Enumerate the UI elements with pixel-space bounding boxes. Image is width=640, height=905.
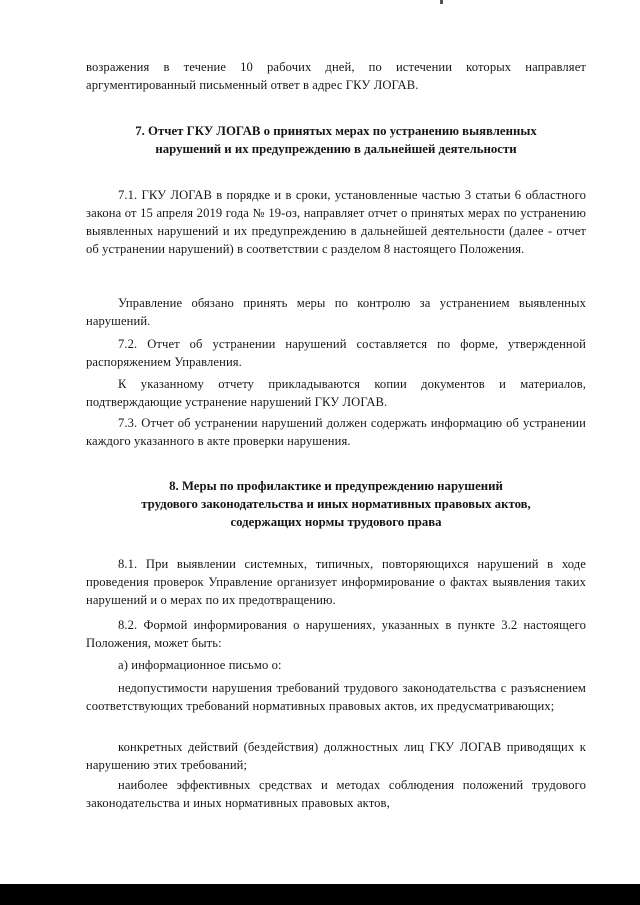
- paragraph-7-1: 7.1. ГКУ ЛОГАВ в порядке и в сроки, установленные частью 3 статьи 6 областного закона от 15 апреля 2019 года № 19-оз, направляет отчет о принятых мерах по устранению выявленных нарушений и их предупреждению в дальнейшей деятельности (далее - отчет об устранении нарушений) в соответствии с разделом 8 настоящего Положения.: [86, 188, 586, 256]
- section-8-heading: 8. Меры по профилактике и предупреждению нарушений трудового законодательства и иных нормативных правовых актов, содержащих нормы трудового права: [141, 479, 531, 529]
- paragraph-copies: К указанному отчету прикладываются копии документов и материалов, подтверждающие устранение нарушений ГКУ ЛОГАВ.: [86, 377, 586, 409]
- paragraph-7-2: 7.2. Отчет об устранении нарушений составляется по форме, утвержденной распоряжением Управления.: [86, 337, 586, 369]
- paragraph-8-1: 8.1. При выявлении системных, типичных, повторяющихся нарушений в ходе проведения проверок Управление организует информирование о фактах выявления таких нарушений и о мерах по их предотвращению.: [86, 557, 586, 607]
- paragraph-item-1: недопустимости нарушения требований трудового законодательства с разъяснением соответствующих требований нормативных правовых актов, их предусматривающих;: [86, 681, 586, 713]
- paragraph-item-3: наиболее эффективных средствах и методах соблюдения положений трудового законодательства и иных нормативных правовых актов,: [86, 778, 586, 810]
- paragraph-8-2: 8.2. Формой информирования о нарушениях, указанных в пункте 3.2 настоящего Положения, может быть:: [86, 618, 586, 650]
- page-number-mark: [440, 0, 443, 4]
- paragraph-intro: возражения в течение 10 рабочих дней, по истечении которых направляет аргументированный письменный ответ в адрес ГКУ ЛОГАВ.: [86, 60, 586, 92]
- scan-bottom-edge: [0, 884, 640, 905]
- paragraph-control: Управление обязано принять меры по контролю за устранением выявленных нарушений.: [86, 296, 586, 328]
- section-7-heading: 7. Отчет ГКУ ЛОГАВ о принятых мерах по устранению выявленных нарушений и их предупреждению в дальнейшей деятельности: [135, 124, 537, 156]
- paragraph-item-2: конкретных действий (бездействия) должностных лиц ГКУ ЛОГАВ приводящих к нарушению этих требований;: [86, 740, 586, 772]
- paragraph-7-3: 7.3. Отчет об устранении нарушений должен содержать информацию об устранении каждого указанного в акте проверки нарушения.: [86, 416, 586, 448]
- paragraph-8-2-a: а) информационное письмо о:: [118, 658, 282, 672]
